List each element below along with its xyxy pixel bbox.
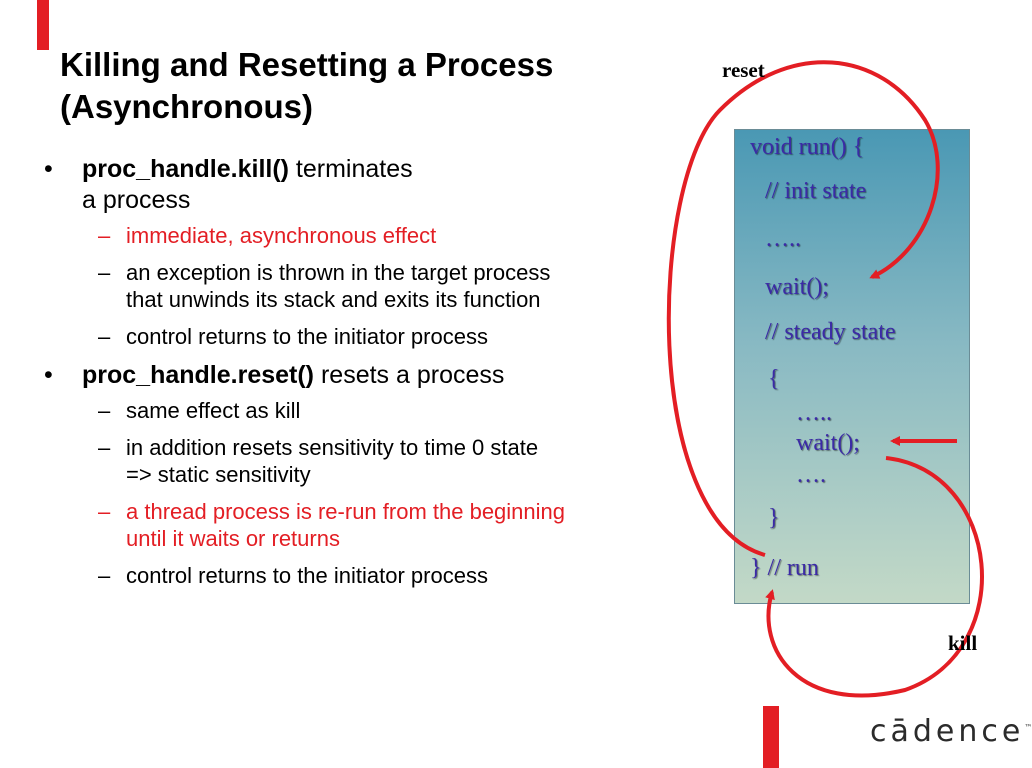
sub-item-text: in addition resets sensitivity to time 0 state — [126, 435, 539, 460]
code-line: // steady state — [765, 319, 896, 345]
bullet-dot-icon: • — [44, 361, 53, 389]
dash-icon: – — [98, 563, 111, 588]
sub-item-text: same effect as kill — [126, 398, 301, 423]
sub-item-text-cont: until it waits or returns — [126, 526, 340, 551]
bullet-reset-text: resets a process — [314, 361, 505, 389]
reset-arrow — [669, 62, 938, 555]
sub-item-text: control returns to the initiator process — [126, 324, 488, 349]
code-line: } // run — [750, 555, 819, 581]
code-line: ….. — [796, 400, 832, 426]
dash-icon: – — [98, 260, 111, 285]
trademark-mark: ™ — [1024, 723, 1032, 732]
dash-icon: – — [98, 499, 111, 524]
bullet-kill-code: proc_handle.kill() — [82, 155, 289, 183]
dash-icon: – — [98, 223, 111, 248]
sub-item-text-cont: => static sensitivity — [126, 462, 311, 487]
bullet-dot-icon: • — [44, 155, 53, 183]
title-line-2: (Asynchronous) — [60, 88, 314, 125]
dash-icon: – — [98, 324, 111, 349]
sub-item-text: an exception is thrown in the target process — [126, 260, 551, 285]
kill-arrow — [768, 458, 981, 696]
code-line: } — [768, 505, 780, 531]
bullet-kill-text-cont: a process — [82, 186, 191, 214]
code-line: …. — [796, 462, 826, 488]
code-line: wait(); — [796, 430, 860, 456]
sub-item-text: immediate, asynchronous effect — [126, 223, 437, 248]
code-line: wait(); — [765, 274, 829, 300]
code-line: ….. — [765, 226, 801, 252]
reset-label: reset — [722, 58, 765, 82]
dash-icon: – — [98, 435, 111, 460]
code-line: // init state — [765, 178, 867, 204]
title-line-1: Killing and Resetting a Process — [60, 46, 554, 83]
dash-icon: – — [98, 398, 111, 423]
sub-item-text-cont: that unwinds its stack and exits its function — [126, 287, 541, 312]
logo-text: cādence — [870, 714, 1025, 749]
kill-label: kill — [948, 631, 978, 655]
cadence-logo — [870, 714, 1032, 749]
bullet-reset-code: proc_handle.reset() — [82, 361, 315, 389]
sub-item-text: a thread process is re-run from the beginning — [126, 499, 566, 524]
bullet-kill-text: terminates — [288, 155, 413, 183]
sub-item-text: control returns to the initiator process — [126, 563, 488, 588]
code-line: { — [768, 366, 780, 392]
code-line: void run() { — [750, 134, 865, 160]
